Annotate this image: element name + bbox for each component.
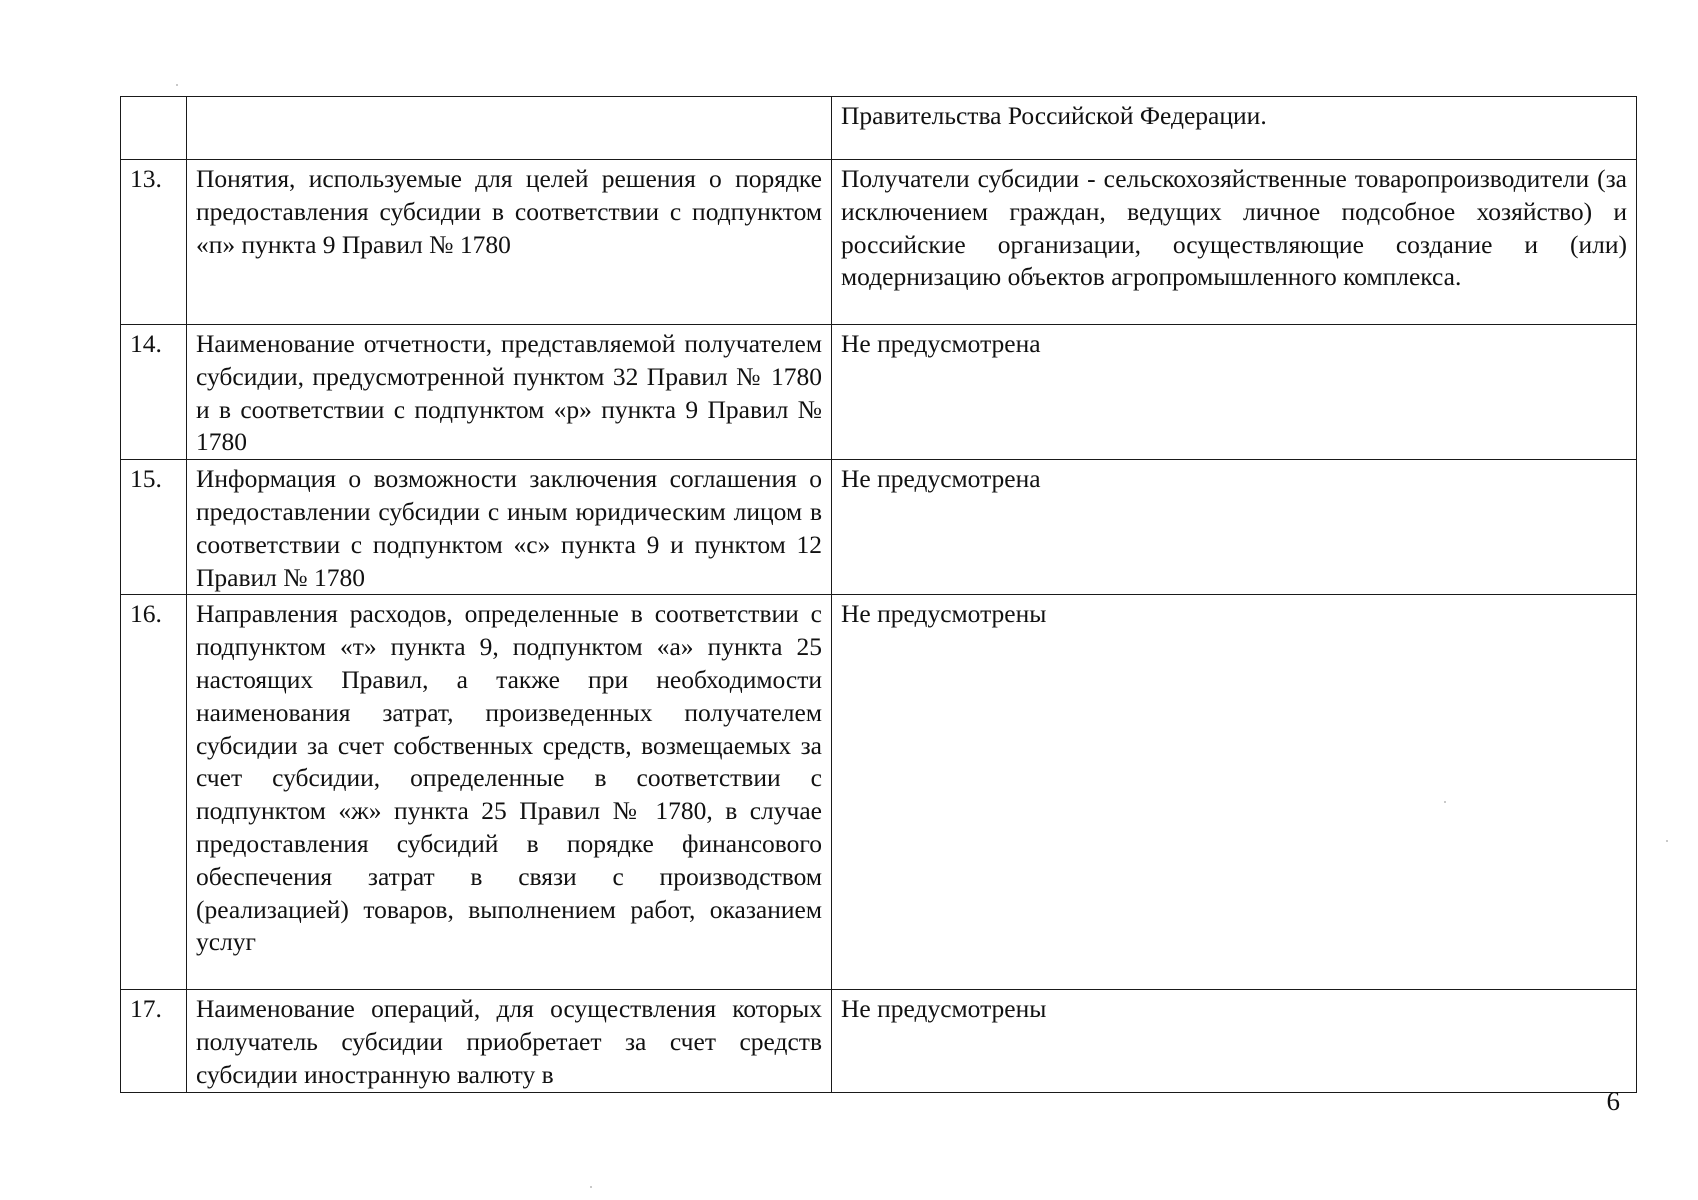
row-item-text: Понятия, используемые для целей решения о порядке предоставления субсидии в соответствии с подпунктом «п» пункта 9 Правил № 1780 bbox=[187, 160, 832, 325]
row-item-text: Наименование операций, для осуществления которых получатель субсидии приобретает за счет средств субсидии иностранную валюту в bbox=[187, 990, 832, 1092]
requirements-table bbox=[120, 96, 1637, 1093]
row-item-text bbox=[187, 97, 832, 160]
scan-speck bbox=[1666, 840, 1668, 842]
row-number: 17. bbox=[121, 990, 187, 1092]
table-row bbox=[121, 325, 1637, 460]
row-item-text: Информация о возможности заключения соглашения о предоставлении субсидии с иным юридическим лицом в соответствии с подпунктом «с» пункта 9 и пунктом 12 Правил № 1780 bbox=[187, 460, 832, 595]
row-value-text: Получатели субсидии - сельскохозяйственные товаропроизводители (за исключением граждан, ведущих личное подсобное хозяйство) и российские организации, осуществляющие создание и (или) модернизацию объектов агропромышленного комплекса. bbox=[832, 160, 1637, 325]
row-number: 15. bbox=[121, 460, 187, 595]
row-value-text: Не предусмотрены bbox=[832, 595, 1637, 990]
table-row bbox=[121, 160, 1637, 325]
row-number bbox=[121, 97, 187, 160]
scan-speck bbox=[1444, 801, 1446, 803]
row-number: 13. bbox=[121, 160, 187, 325]
scan-speck bbox=[176, 84, 178, 86]
page-number: 6 bbox=[1606, 1086, 1620, 1116]
row-value-text: Не предусмотрены bbox=[832, 990, 1637, 1092]
row-value-text: Не предусмотрена bbox=[832, 460, 1637, 595]
table-row bbox=[121, 460, 1637, 595]
row-value-text: Правительства Российской Федерации. bbox=[832, 97, 1637, 160]
table-row bbox=[121, 990, 1637, 1092]
scan-speck bbox=[590, 1186, 592, 1188]
table-row bbox=[121, 97, 1637, 160]
row-number: 14. bbox=[121, 325, 187, 460]
row-item-text: Наименование отчетности, представляемой получателем субсидии, предусмотренной пунктом 32 Правил № 1780 и в соответствии с подпунктом «р» пункта 9 Правил № 1780 bbox=[187, 325, 832, 460]
table-row bbox=[121, 595, 1637, 990]
row-number: 16. bbox=[121, 595, 187, 990]
row-item-text: Направления расходов, определенные в соответствии с подпунктом «т» пункта 9, подпунктом «а» пункта 25 настоящих Правил, а также при необходимости наименования затрат, произведенных получателем субсидии за счет собственных средств, возмещаемых за счет субсидии, определенные в соответствии с подпунктом «ж» пункта 25 Правил № 1780, в случае предоставления субсидий в порядке финансового обеспечения затрат в связи с производством (реализацией) товаров, выполнением работ, оказанием услуг bbox=[187, 595, 832, 990]
row-value-text: Не предусмотрена bbox=[832, 325, 1637, 460]
